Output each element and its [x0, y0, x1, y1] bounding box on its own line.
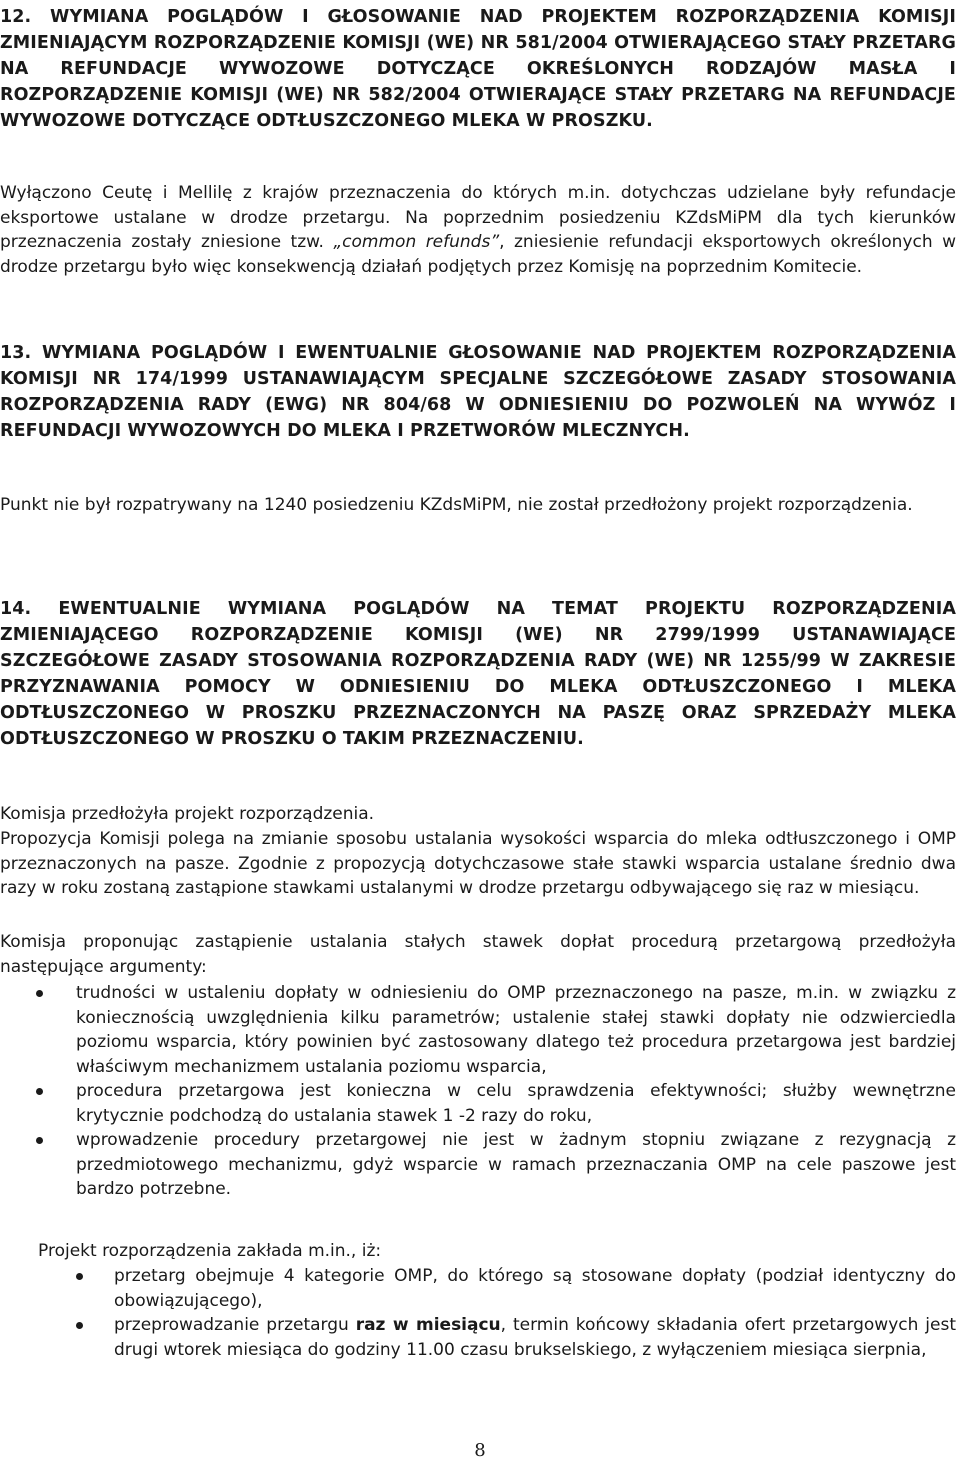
argument-text: procedura przetargowa jest konieczna w celu sprawdzenia efektywności; służby wewnętrzne krytycznie podchodzą do ustalania stawek 1 -2 razy do roku,	[76, 1081, 956, 1126]
section-12-italic-term: „common refunds”	[333, 232, 500, 252]
provision-text-b: , termin końcowy składania ofert przetargowych jest drugi wtorek miesiąca do godziny 11.00 czasu brukselskiego, z wyłączeniem miesiąca sierpnia,	[114, 1315, 956, 1360]
section-13-heading: 13. WYMIANA POGLĄDÓW I EWENTUALNIE GŁOSOWANIE NAD PROJEKTEM ROZPORZĄDZENIA KOMISJI NR 174/1999 USTANAWIAJĄCYM SPECJALNE SZCZEGÓŁOWE ZASADY STOSOWANIA ROZPORZĄDZENIA RADY (EWG) NR 804/68 W ODNIESIENIU DO POZWOLEŃ NA WYWÓZ I REFUNDACJI WYWOZOWYCH DO MLEKA I PRZETWORÓW MLECZNYCH.	[0, 343, 956, 441]
argument-text: trudności w ustaleniu dopłaty w odniesieniu do OMP przeznaczonego na pasze, m.in. w związku z koniecznością uwzględnienia kilku parametrów; ustalenie stałej stawki dopłaty nie odzwierciedla poziomu wsparcia, który powinien być zastosowany dlatego też procedura przetargowa jest bardziej właściwym mechanizmem ustalania poziomu wsparcia,	[76, 983, 956, 1077]
list-item	[0, 1264, 956, 1313]
section-14-proposal: Propozycja Komisji polega na zmianie sposobu ustalania wysokości wsparcia do mleka odtłuszczonego i OMP przeznaczonych na pasze. Zgodnie z propozycją dotychczasowe stałe stawki wsparcia ustalane średnio dwa razy w roku zostaną zastąpione stawkami ustalanymi w drodze przetargu odbywającego się raz w miesiącu.	[0, 829, 956, 898]
section-12-text-b: , zniesienie refundacji eksportowych określonych w drodze przetargu było więc konsekwencją działań podjętych przez Komisję na poprzednim Komitecie.	[0, 232, 957, 277]
section-12-paragraph	[0, 181, 956, 279]
list-item	[0, 1128, 956, 1202]
list-item	[0, 1079, 956, 1128]
bullet-icon	[36, 1137, 43, 1144]
section-14-draft-intro: Projekt rozporządzenia zakłada m.in., iż:	[38, 1241, 382, 1261]
section-13-paragraph: Punkt nie był rozpatrywany na 1240 posiedzeniu KZdsMiPM, nie został przedłożony projekt rozporządzenia.	[0, 495, 913, 515]
section-14-arguments-intro: Komisja proponując zastąpienie ustalania stałych stawek dopłat procedurą przetargową przedłożyła następujące argumenty:	[0, 932, 956, 977]
page-number: 8	[474, 1440, 486, 1461]
bullet-icon	[76, 1322, 83, 1329]
section-14-heading: 14. EWENTUALNIE WYMIANA POGLĄDÓW NA TEMAT PROJEKTU ROZPORZĄDZENIA ZMIENIAJĄCEGO ROZPORZĄDZENIE KOMISJI (WE) NR 2799/1999 USTANAWIAJĄCE SZCZEGÓŁOWE ZASADY STOSOWANIA ROZPORZĄDZENIA RADY (WE) NR 1255/99 W ZAKRESIE PRZYZNAWANIA POMOCY W ODNIESIENIU DO MLEKA ODTŁUSZCZONEGO I MLEKA ODTŁUSZCZONEGO W PROSZKU PRZEZNACZONYCH NA PASZĘ ORAZ SPRZEDAŻY MLEKA ODTŁUSZCZONEGO W PROSZKU O TAKIM PRZEZNACZENIU.	[0, 599, 956, 749]
provision-bold-term: raz w miesiącu	[355, 1315, 501, 1335]
provisions-list	[0, 1264, 956, 1362]
arguments-list	[0, 981, 956, 1202]
provision-text: przetarg obejmuje 4 kategorie OMP, do którego są stosowane dopłaty (podział identyczny do obowiązującego),	[114, 1266, 956, 1311]
bullet-icon	[36, 1088, 43, 1095]
section-14-intro: Komisja przedłożyła projekt rozporządzenia.	[0, 804, 375, 824]
bullet-icon	[36, 990, 43, 997]
list-item	[0, 981, 956, 1079]
argument-text: wprowadzenie procedury przetargowej nie jest w żadnym stopniu związane z rezygnacją z przedmiotowego mechanizmu, gdyż wsparcie w ramach przeznaczania OMP na cele paszowe jest bardzo potrzebne.	[76, 1130, 956, 1199]
section-12-heading: 12. WYMIANA POGLĄDÓW I GŁOSOWANIE NAD PROJEKTEM ROZPORZĄDZENIA KOMISJI ZMIENIAJĄCYM ROZPORZĄDZENIE KOMISJI (WE) NR 581/2004 OTWIERAJĄCEGO STAŁY PRZETARG NA REFUNDACJE WYWOZOWE DOTYCZĄCE OKREŚLONYCH RODZAJÓW MASŁA I ROZPORZĄDZENIE KOMISJI (WE) NR 582/2004 OTWIERAJĄCE STAŁY PRZETARG NA REFUNDACJE WYWOZOWE DOTYCZĄCE ODTŁUSZCZONEGO MLEKA W PROSZKU.	[0, 7, 956, 131]
section-12-text-a: Wyłączono Ceutę i Mellilę z krajów przeznaczenia do których m.in. dotychczas udzielane były refundacje eksportowe ustalane w drodze przetargu. Na poprzednim posiedzeniu KZdsMiPM dla tych kierunków przeznaczenia zostały zniesione tzw.	[0, 183, 956, 252]
bullet-icon	[76, 1273, 83, 1280]
provision-text-a: przeprowadzanie przetargu	[114, 1315, 356, 1335]
list-item	[0, 1313, 956, 1362]
